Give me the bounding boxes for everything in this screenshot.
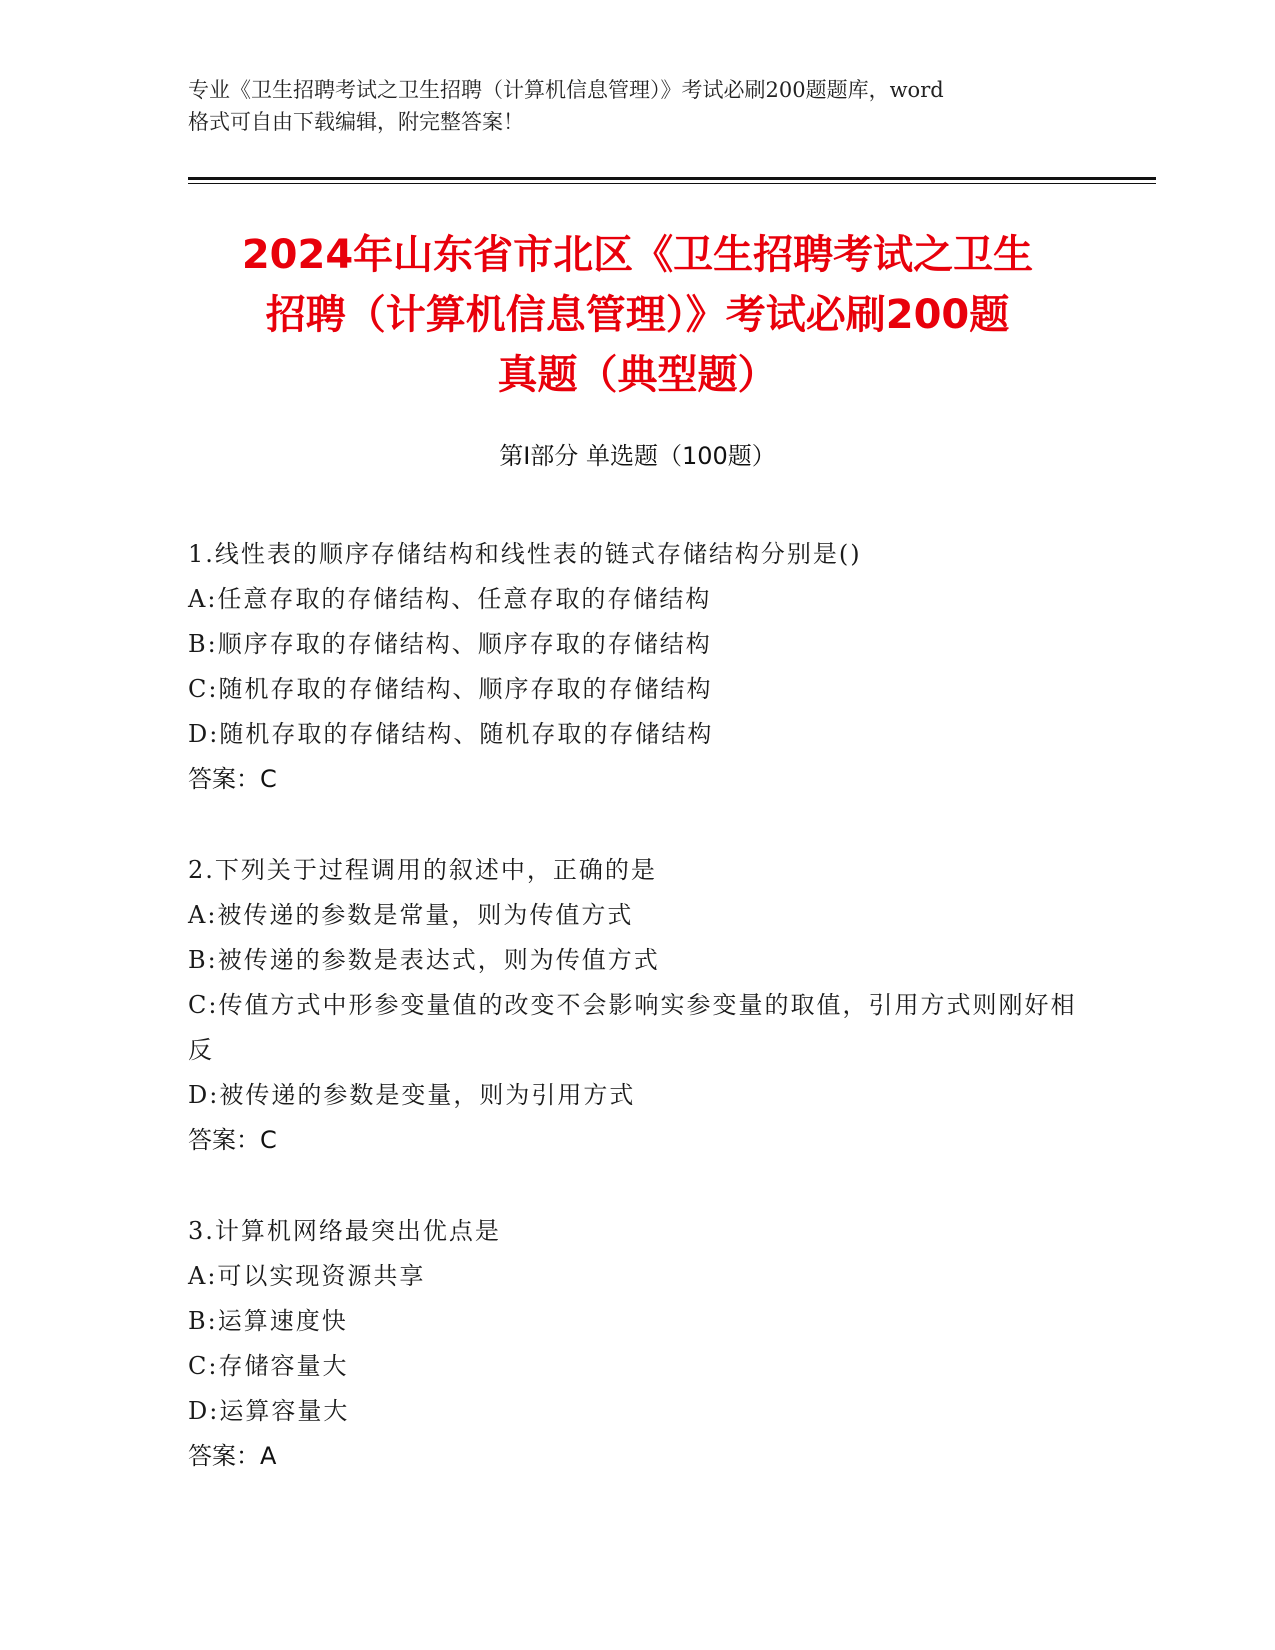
option-c: C:传值方式中形参变量值的改变不会影响实参变量的取值，引用方式则刚好相反	[188, 991, 1077, 1064]
option-b: B:运算速度快	[188, 1307, 348, 1335]
option-a: A:可以实现资源共享	[188, 1262, 426, 1290]
option-b: B:顺序存取的存储结构、顺序存取的存储结构	[188, 630, 712, 658]
option-b: B:被传递的参数是表达式，则为传值方式	[188, 946, 660, 974]
option-d: D:随机存取的存储结构、随机存取的存储结构	[188, 720, 714, 748]
document-title-line-2: 招聘（计算机信息管理）》考试必刷200题	[265, 292, 1010, 338]
option-d: D:被传递的参数是变量，则为引用方式	[188, 1081, 636, 1109]
question-stem: 3.计算机网络最突出优点是	[188, 1217, 501, 1245]
question-3	[188, 1209, 1088, 1479]
question-stem: 1.线性表的顺序存储结构和线性表的链式存储结构分别是()	[188, 540, 862, 568]
option-d: D:运算容量大	[188, 1397, 350, 1425]
option-c: C:存储容量大	[188, 1352, 349, 1380]
question-1	[188, 532, 1088, 802]
answer: 答案：C	[188, 765, 277, 793]
header-note-line-1: 专业《卫生招聘考试之卫生招聘（计算机信息管理）》考试必刷200题题库，word	[188, 78, 944, 102]
option-a: A:被传递的参数是常量，则为传值方式	[188, 901, 634, 929]
document-title-line-1: 2024年山东省市北区《卫生招聘考试之卫生	[241, 232, 1034, 278]
answer: 答案：C	[188, 1126, 277, 1154]
document-title	[170, 225, 1105, 405]
header-divider-thick	[188, 177, 1156, 180]
answer: 答案：A	[188, 1442, 277, 1470]
question-stem: 2.下列关于过程调用的叙述中，正确的是	[188, 856, 657, 884]
question-2	[188, 848, 1088, 1163]
header-note-line-2: 格式可自由下载编辑，附完整答案！	[188, 110, 524, 134]
option-a: A:任意存取的存储结构、任意存取的存储结构	[188, 585, 712, 613]
section-heading: 第Ⅰ部分 单选题（100题）	[499, 442, 776, 470]
option-c: C:随机存取的存储结构、顺序存取的存储结构	[188, 675, 713, 703]
header-note	[188, 74, 1088, 138]
question-list	[188, 532, 1088, 1525]
header-divider-thin	[188, 183, 1156, 184]
document-title-line-3: 真题（典型题）	[497, 352, 778, 398]
